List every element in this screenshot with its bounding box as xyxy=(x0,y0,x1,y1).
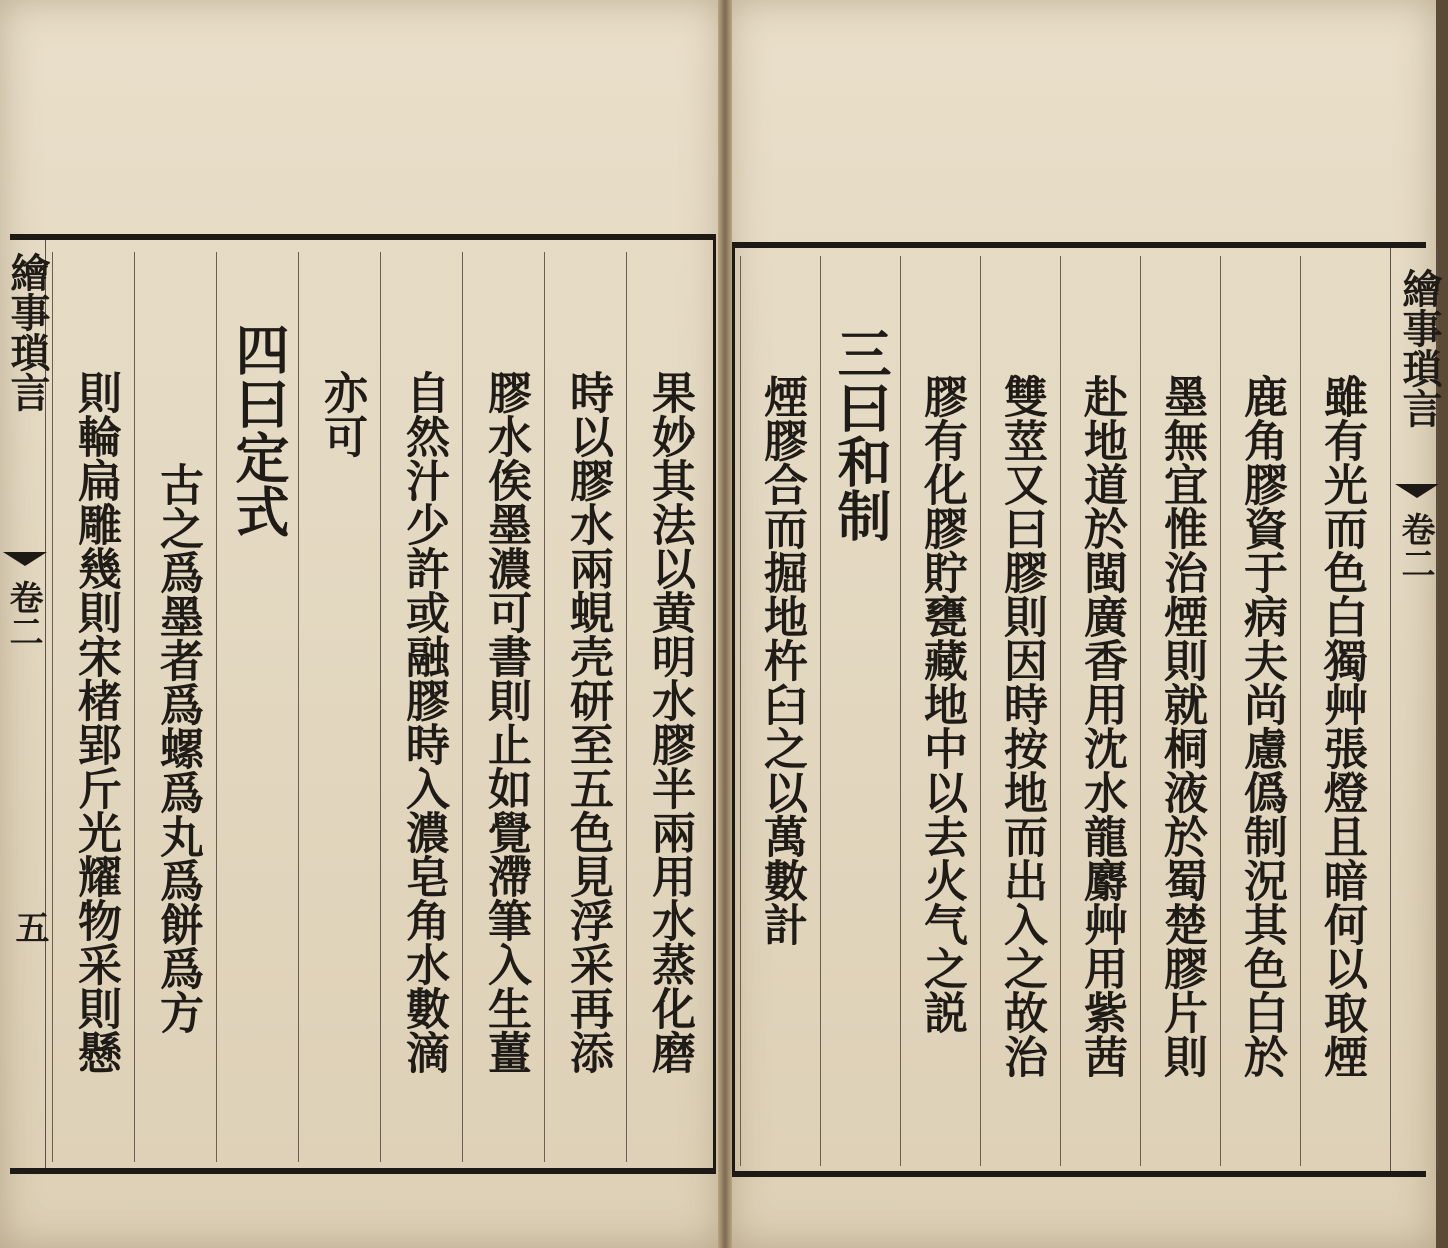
left-running-title: 繪事瑣言 xyxy=(4,252,51,412)
left-page-number: 五 xyxy=(9,910,49,944)
right-volume: 卷二 xyxy=(1395,512,1435,580)
left-col-8: 則輪扁雕幾則宋楮郢斤光耀物采則懸 xyxy=(52,252,134,1162)
right-center-strip xyxy=(1390,248,1443,1171)
left-col-5: 亦可 xyxy=(298,252,380,1162)
left-col-1: 果妙其法以黄明水膠半兩用水蒸化磨 xyxy=(626,252,708,1162)
right-col-6: 膠有化膠貯甕藏地中以去火气之説 xyxy=(900,256,980,1166)
left-col-heading: 四曰定式 xyxy=(216,252,298,1162)
right-column-grid xyxy=(740,256,1380,1166)
left-col-4: 自然汁少許或融膠時入濃皂角水數滴 xyxy=(380,252,462,1162)
right-running-title: 繪事瑣言 xyxy=(1396,268,1443,428)
left-col-7: 古之爲墨者爲螺爲丸爲餅爲方 xyxy=(134,252,216,1162)
left-center-strip xyxy=(0,240,51,1168)
left-volume: 卷二 xyxy=(3,580,43,648)
right-col-4: 赴地道於閩廣香用沈水龍麝艸用紫茜 xyxy=(1060,256,1140,1166)
right-col-5: 雙莖又曰膠則因時按地而出入之故治 xyxy=(980,256,1060,1166)
left-col-3: 膠水俟墨濃可書則止如覺滯筆入生薑 xyxy=(462,252,544,1162)
fishtail-mark-icon xyxy=(3,552,47,566)
fishtail-mark-icon xyxy=(1395,484,1439,498)
left-col-2: 時以膠水兩蜆壳研至五色見浮采再添 xyxy=(544,252,626,1162)
right-col-heading: 三曰和制 xyxy=(820,256,900,1166)
right-col-8: 煙膠合而掘地杵臼之以萬數計 xyxy=(740,256,820,1166)
left-column-grid xyxy=(48,252,708,1162)
right-col-1: 雖有光而色白獨艸張燈且暗何以取煙 xyxy=(1300,256,1380,1166)
book-gutter xyxy=(718,0,732,1248)
right-col-2: 鹿角膠資于病夫尚慮僞制況其色白於 xyxy=(1220,256,1300,1166)
right-col-3: 墨無宜惟治煙則就桐液於蜀楚膠片則 xyxy=(1140,256,1220,1166)
